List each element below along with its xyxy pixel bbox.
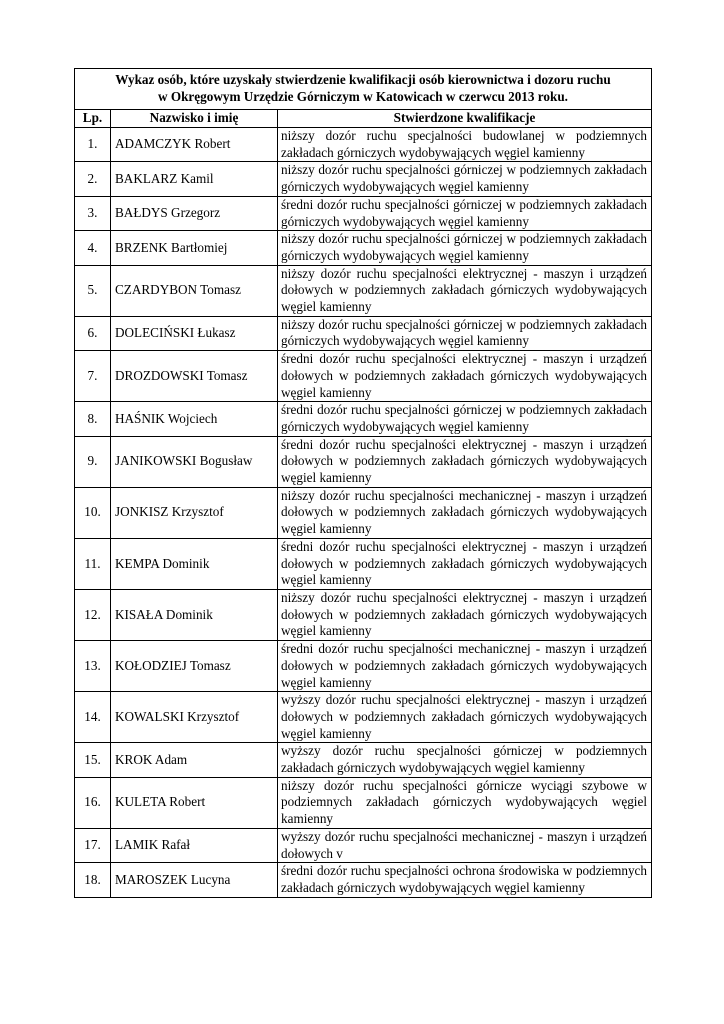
row-qualification: niższy dozór ruchu specjalności elektrycznej - maszyn i urządzeń dołowych w podziemnych zakładach górniczych wydobywających węgiel kamienny bbox=[278, 589, 652, 640]
row-lp: 1. bbox=[75, 128, 111, 162]
row-lp: 15. bbox=[75, 743, 111, 777]
row-lp: 11. bbox=[75, 538, 111, 589]
row-name: ADAMCZYK Robert bbox=[111, 128, 278, 162]
row-lp: 2. bbox=[75, 162, 111, 196]
table-row bbox=[75, 162, 652, 196]
table-row bbox=[75, 402, 652, 436]
row-name: KULETA Robert bbox=[111, 777, 278, 828]
row-qualification: średni dozór ruchu specjalności ochrona środowiska w podziemnych zakładach górniczych wydobywających węgiel kamienny bbox=[278, 863, 652, 897]
row-lp: 9. bbox=[75, 436, 111, 487]
row-qualification: wyższy dozór ruchu specjalności elektrycznej - maszyn i urządzeń dołowych w podziemnych zakładach górniczych wydobywających węgiel kamienny bbox=[278, 692, 652, 743]
row-name: KEMPA Dominik bbox=[111, 538, 278, 589]
row-name: BAKLARZ Kamil bbox=[111, 162, 278, 196]
table-row bbox=[75, 436, 652, 487]
row-qualification: niższy dozór ruchu specjalności górnicze wyciągi szybowe w podziemnych zakładach górniczych wydobywających węgiel kamienny bbox=[278, 777, 652, 828]
table-row bbox=[75, 863, 652, 897]
row-name: JONKISZ Krzysztof bbox=[111, 487, 278, 538]
row-name: HAŚNIK Wojciech bbox=[111, 402, 278, 436]
row-name: JANIKOWSKI Bogusław bbox=[111, 436, 278, 487]
row-name: KOŁODZIEJ Tomasz bbox=[111, 641, 278, 692]
row-qualification: średni dozór ruchu specjalności górniczej w podziemnych zakładach górniczych wydobywających węgiel kamienny bbox=[278, 196, 652, 230]
row-qualification: średni dozór ruchu specjalności elektrycznej - maszyn i urządzeń dołowych w podziemnych zakładach górniczych wydobywających węgiel kamienny bbox=[278, 538, 652, 589]
table-title-row bbox=[75, 69, 652, 110]
row-name: BRZENK Bartłomiej bbox=[111, 231, 278, 265]
row-qualification: niższy dozór ruchu specjalności górniczej w podziemnych zakładach górniczych wydobywających węgiel kamienny bbox=[278, 231, 652, 265]
table-row bbox=[75, 128, 652, 162]
document-title-line-1: Wykaz osób, które uzyskały stwierdzenie kwalifikacji osób kierownictwa i dozoru ruchu bbox=[115, 72, 611, 88]
table-row bbox=[75, 487, 652, 538]
table-row bbox=[75, 538, 652, 589]
row-qualification: wyższy dozór ruchu specjalności mechanicznej - maszyn i urządzeń dołowych v bbox=[278, 828, 652, 862]
row-name: MAROSZEK Lucyna bbox=[111, 863, 278, 897]
table-row bbox=[75, 743, 652, 777]
table-row bbox=[75, 265, 652, 316]
row-name: CZARDYBON Tomasz bbox=[111, 265, 278, 316]
row-lp: 10. bbox=[75, 487, 111, 538]
row-qualification: niższy dozór ruchu specjalności górniczej w podziemnych zakładach górniczych wydobywających węgiel kamienny bbox=[278, 316, 652, 350]
row-qualification: średni dozór ruchu specjalności górniczej w podziemnych zakładach górniczych wydobywających węgiel kamienny bbox=[278, 402, 652, 436]
row-name: KISAŁA Dominik bbox=[111, 589, 278, 640]
table-row bbox=[75, 231, 652, 265]
row-name: BAŁDYS Grzegorz bbox=[111, 196, 278, 230]
table-row bbox=[75, 777, 652, 828]
row-name: KROK Adam bbox=[111, 743, 278, 777]
table-header-row bbox=[75, 110, 652, 128]
row-lp: 6. bbox=[75, 316, 111, 350]
document-title-line-2: w Okręgowym Urzędzie Górniczym w Katowicach w czerwcu 2013 roku. bbox=[158, 89, 568, 104]
row-qualification: niższy dozór ruchu specjalności mechanicznej - maszyn i urządzeń dołowych w podziemnych zakładach górniczych wydobywających węgiel kamienny bbox=[278, 487, 652, 538]
table-row bbox=[75, 351, 652, 402]
row-name: KOWALSKI Krzysztof bbox=[111, 692, 278, 743]
row-lp: 4. bbox=[75, 231, 111, 265]
row-lp: 13. bbox=[75, 641, 111, 692]
table-row bbox=[75, 589, 652, 640]
table-row bbox=[75, 316, 652, 350]
table-row bbox=[75, 641, 652, 692]
row-lp: 5. bbox=[75, 265, 111, 316]
row-qualification: średni dozór ruchu specjalności elektrycznej - maszyn i urządzeń dołowych w podziemnych zakładach górniczych wydobywających węgiel kamienny bbox=[278, 351, 652, 402]
table-row bbox=[75, 196, 652, 230]
row-lp: 3. bbox=[75, 196, 111, 230]
row-lp: 16. bbox=[75, 777, 111, 828]
row-lp: 18. bbox=[75, 863, 111, 897]
row-name: DROZDOWSKI Tomasz bbox=[111, 351, 278, 402]
row-qualification: niższy dozór ruchu specjalności elektrycznej - maszyn i urządzeń dołowych w podziemnych zakładach górniczych wydobywających węgiel kamienny bbox=[278, 265, 652, 316]
qualifications-table bbox=[74, 68, 652, 898]
row-name: DOLECIŃSKI Łukasz bbox=[111, 316, 278, 350]
header-name: Nazwisko i imię bbox=[111, 110, 278, 128]
row-lp: 17. bbox=[75, 828, 111, 862]
row-qualification: niższy dozór ruchu specjalności górniczej w podziemnych zakładach górniczych wydobywających węgiel kamienny bbox=[278, 162, 652, 196]
row-lp: 12. bbox=[75, 589, 111, 640]
header-qualification: Stwierdzone kwalifikacje bbox=[278, 110, 652, 128]
row-qualification: średni dozór ruchu specjalności elektrycznej - maszyn i urządzeń dołowych w podziemnych zakładach górniczych wydobywających węgiel kamienny bbox=[278, 436, 652, 487]
document-title bbox=[75, 69, 652, 110]
table-row bbox=[75, 692, 652, 743]
row-lp: 14. bbox=[75, 692, 111, 743]
header-lp: Lp. bbox=[75, 110, 111, 128]
row-lp: 7. bbox=[75, 351, 111, 402]
row-lp: 8. bbox=[75, 402, 111, 436]
row-qualification: średni dozór ruchu specjalności mechanicznej - maszyn i urządzeń dołowych w podziemnych zakładach górniczych wydobywających węgiel kamienny bbox=[278, 641, 652, 692]
row-name: LAMIK Rafał bbox=[111, 828, 278, 862]
table-row bbox=[75, 828, 652, 862]
row-qualification: niższy dozór ruchu specjalności budowlanej w podziemnych zakładach górniczych wydobywających węgiel kamienny bbox=[278, 128, 652, 162]
row-qualification: wyższy dozór ruchu specjalności górniczej w podziemnych zakładach górniczych wydobywających węgiel kamienny bbox=[278, 743, 652, 777]
